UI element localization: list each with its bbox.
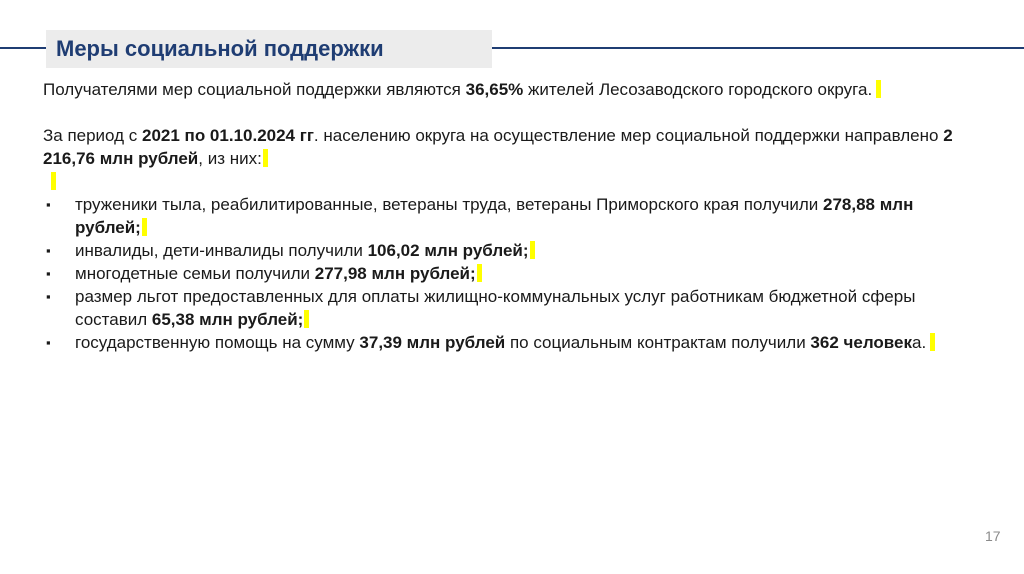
summary-total: 2 216,76 млн рублей bbox=[43, 126, 953, 168]
list-item: ▪ размер льгот предоставленных для оплаты жилищно-коммунальных услуг работникам бюджетной сферы составил 65,38 млн рублей; bbox=[46, 287, 916, 329]
summary-text: За период с bbox=[43, 126, 143, 145]
bullet-icon: ▪ bbox=[46, 289, 51, 304]
page-number: 17 bbox=[985, 528, 1001, 544]
amount: 362 человек bbox=[810, 333, 912, 352]
list-item: ▪ многодетные семьи получили 277,98 млн рублей; bbox=[43, 262, 973, 285]
list-item: ▪ инвалиды, дети-инвалиды получили 106,02 млн рублей; bbox=[43, 239, 973, 262]
intro-text-end: жителей Лесозаводского городского округа. bbox=[523, 80, 873, 99]
amount: 37,39 млн рублей bbox=[359, 333, 506, 352]
amount: 278,88 млн рублей; bbox=[75, 195, 914, 237]
intro-text: Получателями мер социальной поддержки являются bbox=[43, 80, 466, 99]
summary-paragraph bbox=[43, 124, 973, 170]
bullet-icon: ▪ bbox=[46, 243, 51, 258]
bullet-icon: ▪ bbox=[46, 266, 51, 281]
header-rule-right bbox=[492, 47, 1024, 49]
content bbox=[43, 78, 973, 354]
list-item: ▪ государственную помощь на сумму 37,39 млн рублей по социальным контрактам получили 362 человека. bbox=[43, 331, 973, 354]
intro-percent: 36,65% bbox=[465, 80, 524, 99]
summary-period: 2021 по 01.10.2024 гг bbox=[142, 126, 314, 145]
amount: 106,02 млн рублей; bbox=[367, 241, 529, 260]
highlight-marker bbox=[876, 80, 881, 98]
list-item: ▪ труженики тыла, реабилитированные, ветераны труда, ветераны Приморского края получили 278,88 млн рублей; bbox=[46, 195, 914, 237]
highlight-marker bbox=[304, 310, 309, 328]
summary-text-end: , из них: bbox=[198, 149, 262, 168]
slide-title: Меры социальной поддержки bbox=[56, 36, 384, 61]
highlight-marker bbox=[530, 241, 535, 259]
intro-paragraph bbox=[43, 78, 973, 101]
highlight-marker bbox=[477, 264, 482, 282]
bullet-icon: ▪ bbox=[46, 335, 51, 350]
highlight-marker bbox=[930, 333, 935, 351]
amount: 277,98 млн рублей; bbox=[314, 264, 476, 283]
header-rule-left bbox=[0, 47, 46, 49]
highlight-marker bbox=[51, 172, 56, 190]
summary-text-mid: . населению округа на осуществление мер социальной поддержки направлено bbox=[313, 126, 944, 145]
highlight-marker bbox=[263, 149, 268, 167]
bullet-icon: ▪ bbox=[46, 197, 51, 212]
highlight-marker bbox=[142, 218, 147, 236]
amount: 65,38 млн рублей; bbox=[151, 310, 304, 329]
benefit-list bbox=[43, 193, 973, 354]
title-box bbox=[46, 30, 492, 68]
empty-line bbox=[43, 170, 973, 193]
